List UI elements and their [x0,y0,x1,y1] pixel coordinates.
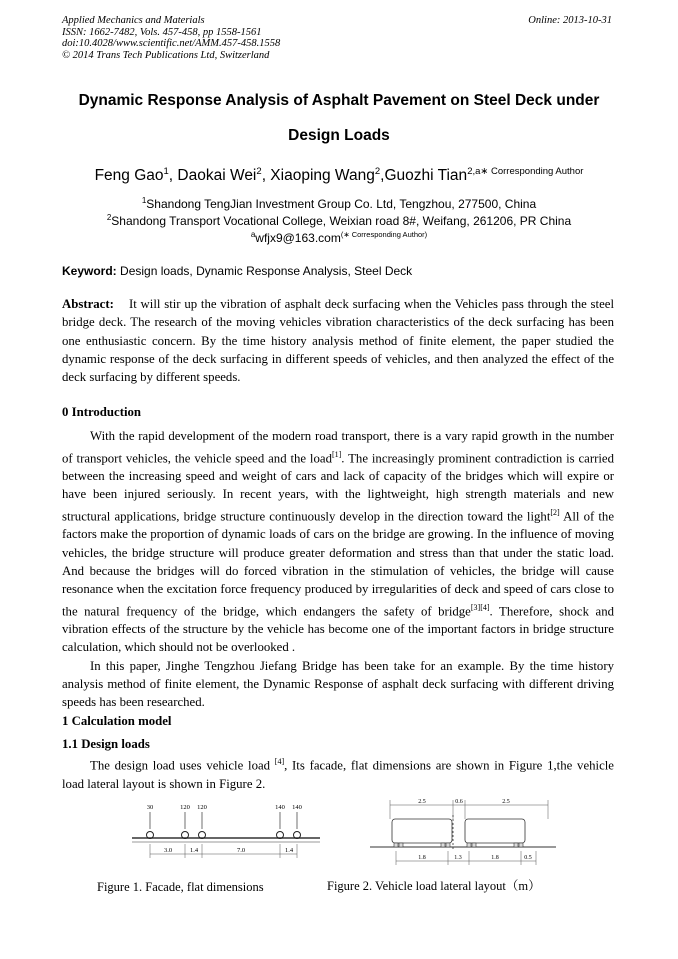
dimension-label: 0.5 [524,855,532,861]
dimension-label: 2.5 [418,799,426,805]
section-heading: 1 Calculation model [62,713,172,728]
journal-name: Applied Mechanics and Materials [62,15,205,26]
doi: doi:10.4028/www.scientific.net/AMM.457-458.1558 [62,38,281,49]
axle-load-label: 30 [146,804,154,811]
affiliation-2: $^2$Shandong Transport Vocational College, Weixian road 8#, Weifang, 261206, PR China [106,213,572,228]
paper-title-line1: Dynamic Response Analysis of Asphalt Pavement on Steel Deck under [78,92,600,109]
dimension-label: 2.5 [502,799,510,805]
axle-load-label: 120 [197,804,207,811]
keywords [62,264,412,278]
citation: [4] [274,757,285,767]
citation: [3][4] [470,602,490,612]
axle-load-label: 120 [180,804,190,811]
figure-1-facade-diagram [128,800,328,868]
intro-paragraph-1: With the rapid development of the modern road transport, there is a vary rapid growth in the number of transport vehicles, the vehicle speed and the load[1]. The increasingly prominent contradiction is carried between the increasing speed and weight of cars and lack of capacity of the bridges which will expire or have been injured seriously. In recent years, with the lightweight, high strength materials and new structural applications, bridge structure continuously develop in the direction toward the light[2] All of the factors make the proportion of dynamic loads of cars on the bridge are growing. In the influence of moving vehicles, the bridge structure will produce greater deformation and stress than that under the static load. And because the bridges will do forced vibration in the stimulation of vehicles, the bridge will cause resonance when the excitation force frequency produced by irregularities of deck and speed of cars close to the natural frequency of the bridge, which endangers the safety of bridge[3][4]. Therefore, shock and vibration effects of the structure by the vehicle has become one of the important factors in bridge structure calculation, which should not be overlooked . [62,429,614,655]
axle-load-label: 140 [275,804,285,811]
spacing-label: 1.4 [189,847,199,854]
online-date: Online: 2013-10-31 [528,15,612,26]
spacing-label: 1.4 [284,847,294,854]
journal-header [62,15,280,61]
wheel-icon [399,843,403,847]
citation: [2] [550,507,560,517]
dimension-label: 1.8 [418,855,426,861]
wheel-icon [441,843,445,847]
corresponding-email: $^a$wfjx9@163.com$^{(∗ Corresponding Author)}$ [250,230,428,245]
section1-paragraph: The design load uses vehicle load [4], Its facade, flat dimensions are shown in Figure 1,the vehicle load lateral layout is shown in Figure 2. [62,757,614,791]
issn: ISSN: 1662-7482, Vols. 457-458, pp 1558-1561 [62,26,262,38]
vehicle-body [392,819,452,843]
dimension-label: 0.6 [455,799,463,805]
wheel-icon [519,843,523,847]
wheel-icon [446,843,450,847]
wheel-icon [394,843,398,847]
spacing-label: 7.0 [236,847,246,854]
affiliation-1: $^1$Shandong TengJian Investment Group Co. Ltd, Tengzhou, 277500, China [141,196,537,211]
abstract-label: Abstract: [62,297,114,311]
figure-1-caption: Figure 1. Facade, flat dimensions [97,880,264,894]
author-name: , Xiaoping Wang [261,167,375,185]
dimension-label: 1.8 [491,855,499,861]
keyword-text: Design loads, Dynamic Response Analysis, Steel Deck [116,264,413,278]
figure-2-lateral-layout-diagram [368,795,558,870]
abstract-text: It will stir up the vibration of asphalt deck surfacing when the Vehicles pass through the steel bridge deck. The research of the moving vehicles vibration characteristics of the deck surfacing has been one enthusiastic concern. By the time history analysis method of finite element, the paper studied the dynamic response of the deck surfacing in different speeds of vehicles, and then analyzed the effect of the deck surfacing by different speeds. [62,297,614,385]
author-list: Feng Gao$^1$, Daokai Wei$^2$, Xiaoping Wang$^2$,Guozhi Tian$^{2,a∗ Corresponding Author}$ [94,166,584,185]
section-heading: 0 Introduction [62,405,142,419]
citation: [1] [331,449,342,459]
paper-title-line2: Design Loads [288,127,390,144]
author-name: ,Guozhi Tian [380,167,468,185]
wheel-icon [514,843,518,847]
author-name: Feng Gao [94,167,164,185]
introduction-section [62,403,614,793]
intro-paragraph-2: In this paper, Jinghe Tengzhou Jiefang Bridge has been take for an example. By the time history analysis method of finite element, the Dynamic Response of asphalt deck surfacing with different driving speeds has been researched. [62,658,614,710]
wheel-icon [467,843,471,847]
wheel-icon [472,843,476,847]
abstract [62,295,614,386]
subsection-heading: 1.1 Design loads [62,736,150,751]
vehicle-body [465,819,525,843]
author-name: , Daokai Wei [168,167,257,185]
copyright: © 2014 Trans Tech Publications Ltd, Switzerland [62,49,270,61]
axle-load-label: 140 [292,804,302,811]
spacing-label: 3.0 [163,847,173,854]
keyword-label: Keyword: [62,264,117,278]
dimension-label: 1.3 [454,855,462,861]
figure-2-caption: Figure 2. Vehicle load lateral layout（m） [327,879,541,893]
